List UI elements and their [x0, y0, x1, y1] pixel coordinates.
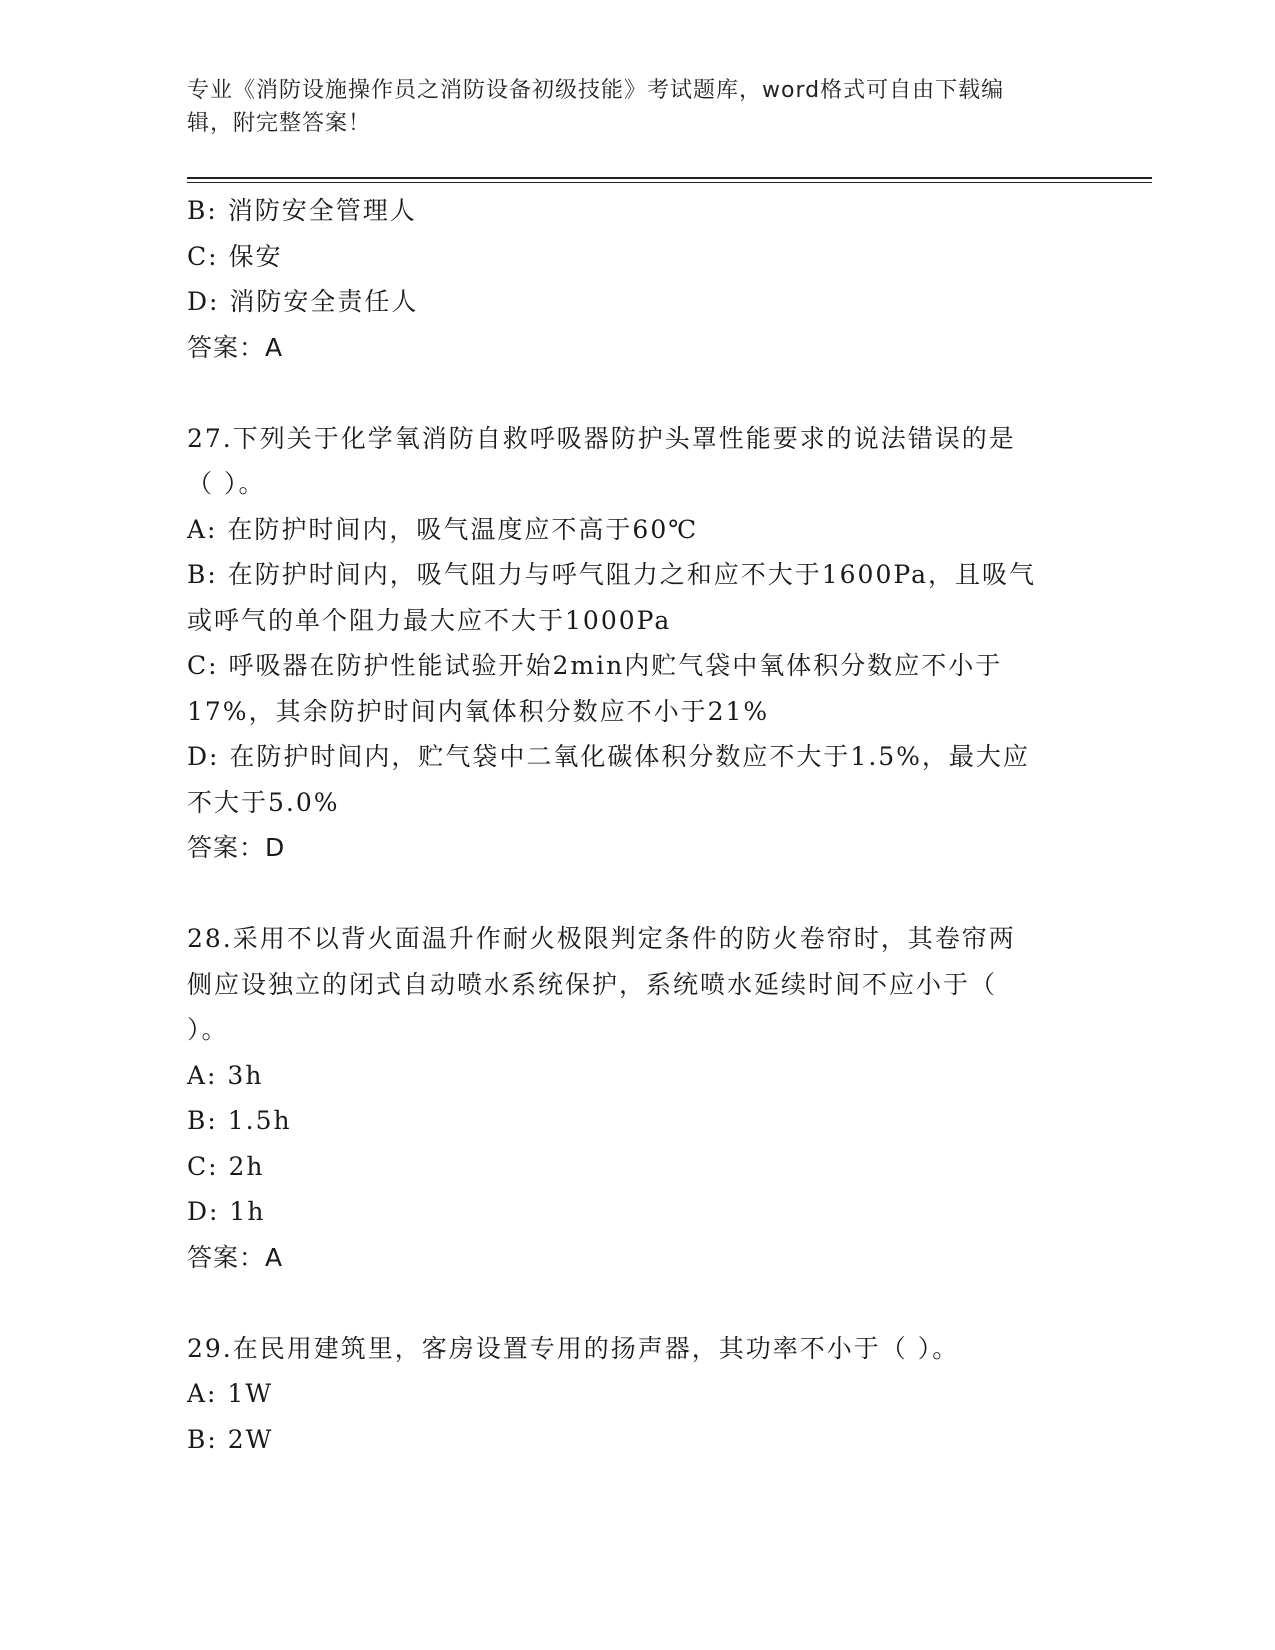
spacer — [187, 1280, 1087, 1326]
q27-option-d-line-1: D: 在防护时间内，贮气袋中二氧化碳体积分数应不大于1.5%，最大应 — [187, 742, 1030, 771]
q26-option-c: C: 保安 — [187, 241, 283, 271]
q29-option-b: B: 2W — [187, 1424, 274, 1454]
q29-stem-line-1: 29.在民用建筑里，客房设置专用的扬声器，其功率不小于（ ）。 — [187, 1333, 960, 1363]
q28-stem-line-2: 侧应设独立的闭式自动喷水系统保护，系统喷水延续时间不应小于（ — [187, 969, 998, 999]
spacer — [187, 871, 1087, 917]
q27-option-a: A: 在防护时间内，吸气温度应不高于60℃ — [187, 514, 699, 544]
question-content — [187, 188, 1087, 1462]
q28-option-c: C: 2h — [187, 1151, 265, 1181]
header-line-1: 专业《消防设施操作员之消防设备初级技能》考试题库，word格式可自由下载编 — [187, 78, 1005, 103]
document-header — [187, 74, 1067, 140]
question-26-block — [187, 188, 1087, 370]
question-29-block — [187, 1326, 1087, 1463]
q28-option-a: A: 3h — [187, 1060, 264, 1090]
q29-option-a: A: 1W — [187, 1379, 274, 1408]
spacer — [187, 370, 1087, 416]
question-27-block — [187, 416, 1087, 871]
header-divider-thin — [187, 182, 1152, 183]
question-28-block — [187, 916, 1087, 1280]
q26-option-b: B: 消防安全管理人 — [187, 196, 417, 225]
q27-option-c-line-2: 17%，其余防护时间内氧体积分数应不小于21% — [187, 696, 770, 726]
q28-answer: 答案：A — [187, 1242, 284, 1272]
q26-option-d: D: 消防安全责任人 — [187, 287, 419, 316]
q26-answer: 答案：A — [187, 332, 284, 362]
q27-option-b-line-2: 或呼气的单个阻力最大应不大于1000Pa — [187, 605, 672, 635]
q27-answer: 答案：D — [187, 833, 286, 862]
q28-option-b: B: 1.5h — [187, 1106, 292, 1135]
q27-stem-line-2: （ ）。 — [187, 469, 266, 498]
q28-option-d: D: 1h — [187, 1197, 266, 1226]
q28-stem-line-3: ）。 — [187, 1015, 229, 1044]
q28-stem-line-1: 28.采用不以背火面温升作耐火极限判定条件的防火卷帘时，其卷帘两 — [187, 924, 1016, 953]
header-line-2: 辑，附完整答案！ — [187, 111, 372, 136]
q27-option-c-line-1: C: 呼吸器在防护性能试验开始2min内贮气袋中氧体积分数应不小于 — [187, 651, 1003, 680]
q27-stem-line-1: 27.下列关于化学氧消防自救呼吸器防护头罩性能要求的说法错误的是 — [187, 423, 1016, 453]
header-divider-thick — [187, 177, 1152, 179]
q27-option-d-line-2: 不大于5.0% — [187, 787, 340, 817]
q27-option-b-line-1: B: 在防护时间内，吸气阻力与呼气阻力之和应不大于1600Pa，且吸气 — [187, 560, 1036, 589]
